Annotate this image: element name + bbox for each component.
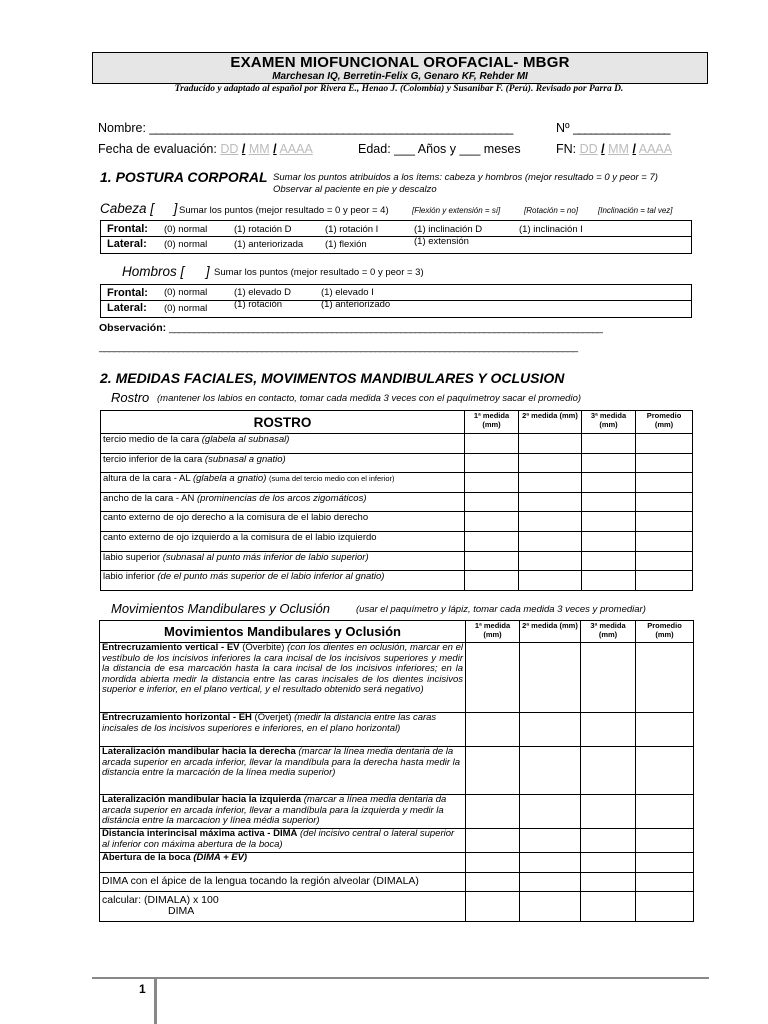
row-label (101, 551, 465, 571)
observacion-field-2[interactable]: _________________________________________________________________________________________________ (99, 341, 578, 353)
row-subtitle: (Overbite) (242, 642, 285, 653)
table-row (100, 643, 694, 713)
row-desc: (marcar a línea media dentaria da arcada superior en arcada inferior, llevar a mandíbula para la izquierda y medir la distáncia entre la marcacion y línea média superior) (102, 794, 447, 827)
divider (100, 300, 692, 301)
cabeza-instruction: Sumar los puntos (mejor resultado = 0 y peor = 4) (179, 205, 389, 216)
measure-cell[interactable] (519, 492, 582, 512)
table-row (100, 795, 694, 829)
movimientos-table (99, 620, 694, 922)
row-label (100, 873, 466, 892)
date-separator: / (632, 142, 636, 156)
option-hombros-elevado-d[interactable]: (1) elevado D (234, 287, 292, 298)
measure-cell[interactable] (581, 853, 636, 873)
measure-cell[interactable] (581, 643, 636, 713)
row-main: labio inferior (103, 571, 155, 583)
option-cabeza-rotacion-i[interactable]: (1) rotación I (325, 224, 379, 235)
row-desc: (del incisivo central o lateral superior al inferior con máxima abertura de la boca) (102, 828, 455, 850)
row-main: tercio medio de la cara (103, 434, 200, 445)
nombre-field[interactable]: ______________________________________________________________ (149, 121, 513, 135)
row-subtitle: (Overjet) (254, 712, 292, 723)
fecha-aaaa[interactable]: AAAA (279, 142, 313, 156)
footer-rule (92, 977, 709, 979)
row-main: canto externo de ojo derecho a la comisura de el labio derecho (103, 512, 369, 524)
average-cell[interactable] (636, 473, 693, 493)
postura-instruction: Sumar los puntos atribuidos a los ítems: cabeza y hombros (mejor resultado = 0 y peor = 7) (273, 172, 658, 183)
option-cabeza-flexion[interactable]: (1) flexión (325, 239, 367, 250)
cabeza-label: Cabeza [ (100, 201, 155, 216)
measure-cell[interactable] (581, 829, 636, 853)
option-cabeza-extension[interactable]: (1) extensión (414, 236, 469, 247)
row-label (101, 531, 465, 551)
option-cabeza-rotacion-d[interactable]: (1) rotación D (234, 224, 292, 235)
table-row (100, 829, 694, 853)
row-label (100, 795, 466, 829)
numero-row[interactable] (556, 121, 669, 135)
measure-cell[interactable] (465, 531, 519, 551)
row-main: ancho de la cara - AN (103, 492, 195, 504)
row-desc: (glabela al subnasal) (201, 434, 290, 445)
average-cell[interactable] (636, 829, 694, 853)
row-note: (suma del tercio medio con el inferior) (269, 474, 395, 484)
measure-cell[interactable] (520, 892, 581, 922)
average-cell[interactable] (636, 853, 694, 873)
fecha-label: Fecha de evaluación: (98, 142, 217, 156)
row-desc: (de el punto más superior de el labio inferior al gnatio) (157, 571, 385, 583)
hombros-instruction: Sumar los puntos (mejor resultado = 0 y peor = 3) (214, 267, 424, 278)
measure-cell[interactable] (465, 434, 519, 454)
row-desc: (con los dientes en oclusión, marcar en el vestíbulo de los incisivos inferiores la cara incisal de los incisivos superiores y medir la distancia de esa marcación hasta la cara incisal de los incisivos inferiores; en la mordida abierta medir la distancia entre las caras incisales de los dientes incisivos superior e inferior, en el plano vertical, y el resultado obtenido será negativo) (102, 642, 463, 696)
measure-cell[interactable] (582, 531, 636, 551)
row-label (101, 453, 465, 473)
measure-cell[interactable] (582, 473, 636, 493)
measure-cell[interactable] (466, 713, 520, 747)
row-title: Entrecruzamiento vertical - EV (102, 642, 240, 653)
row-label (100, 892, 466, 922)
rostro-instruction: (mantener los labios en contacto, tomar cada medida 3 veces con el paquímetroy sacar el promedio) (157, 393, 582, 404)
average-cell[interactable] (636, 747, 694, 795)
measure-cell[interactable] (519, 512, 582, 532)
measure-cell[interactable] (519, 453, 582, 473)
fn-aaaa[interactable]: AAAA (638, 142, 673, 156)
row-label (101, 492, 465, 512)
average-cell[interactable] (636, 892, 694, 922)
average-cell[interactable] (636, 571, 693, 591)
average-cell[interactable] (636, 873, 694, 892)
measure-cell[interactable] (582, 551, 636, 571)
cabeza-close: ] (173, 201, 178, 216)
hombros-close: ] (205, 264, 210, 279)
measure-cell[interactable] (582, 512, 636, 532)
fn-row[interactable] (556, 142, 672, 156)
table-row (101, 571, 693, 591)
measure-cell[interactable] (466, 873, 520, 892)
row-title: Lateralización mandibular hacia la derecha (102, 746, 296, 757)
table-row (101, 551, 693, 571)
row-main: labio superior (103, 551, 161, 563)
col-header-medida-1: 1ª medida (mm) (465, 411, 519, 434)
measure-cell[interactable] (466, 747, 520, 795)
row-main: altura de la cara - AL (103, 473, 191, 485)
cabeza-score[interactable] (100, 201, 177, 216)
col-header-medida-1: 1ª medida (mm) (466, 621, 520, 643)
col-header-medida-3: 3ª medida (mm) (581, 621, 636, 643)
edad-row[interactable] (358, 142, 521, 156)
rostro-table (100, 410, 693, 591)
measure-cell[interactable] (465, 492, 519, 512)
measure-cell[interactable] (520, 829, 581, 853)
row-desc: (glabela a gnatio) (192, 473, 267, 485)
cabeza-note: [Rotación = no] (524, 206, 579, 215)
row-label (101, 512, 465, 532)
table-row (100, 892, 694, 922)
table-row (101, 473, 693, 493)
row-title: Lateralización mandibular hacia la izquierda (102, 794, 302, 805)
measure-cell[interactable] (466, 795, 520, 829)
movimientos-table-title: Movimientos Mandibulares y Oclusión (100, 621, 466, 643)
row-title: Entrecruzamiento horizontal - EH (102, 712, 252, 723)
measure-cell[interactable] (581, 873, 636, 892)
numero-field[interactable]: _________________ (573, 121, 670, 135)
row-desc: (subnasal al punto más inferior de labio superior) (162, 551, 369, 563)
row-desc: (prominencias de los arcos zigomáticos) (197, 492, 367, 504)
col-header-medida-3: 3ª medida (mm) (582, 411, 636, 434)
measure-cell[interactable] (520, 747, 581, 795)
measure-cell[interactable] (581, 892, 636, 922)
cabeza-note: [Inclinación = tal vez] (598, 206, 673, 215)
option-cabeza-lateral-normal[interactable]: (0) normal (164, 239, 208, 250)
table-row (100, 853, 694, 873)
fn-dd[interactable]: DD (579, 142, 598, 156)
average-cell[interactable] (636, 453, 693, 473)
rostro-table-title: ROSTRO (101, 411, 465, 434)
average-cell[interactable] (636, 713, 694, 747)
formula-numerator: calcular: (DIMALA) x 100 (102, 894, 219, 906)
table-row (100, 713, 694, 747)
option-hombros-frontal-normal[interactable]: (0) normal (164, 287, 208, 298)
cabeza-frontal-label: Frontal: (107, 223, 148, 235)
measure-cell[interactable] (520, 713, 581, 747)
option-hombros-rotacion[interactable]: (1) rotación (234, 299, 283, 310)
translation-note: Traducido y adaptado al español por Rivera E., Henao J. (Colombia) y Susanibar F. (Perú). Revisado por Parra D. (174, 84, 624, 94)
measure-cell[interactable] (519, 551, 582, 571)
measure-cell[interactable] (582, 453, 636, 473)
date-separator: / (241, 142, 246, 156)
cabeza-note: [Flexión y extensión = sí] (412, 206, 501, 215)
page-number: 1 (139, 982, 146, 996)
section-medidas-title: 2. MEDIDAS FACIALES, MOVIMENTOS MANDIBULARES Y OCLUSION (100, 370, 565, 386)
fecha-dd[interactable]: DD (220, 142, 239, 156)
measure-cell[interactable] (581, 747, 636, 795)
row-label (100, 713, 466, 747)
average-cell[interactable] (636, 434, 693, 454)
row-label (101, 473, 465, 493)
cabeza-lateral-label: Lateral: (107, 238, 147, 250)
measure-cell[interactable] (466, 853, 520, 873)
hombros-lateral-label: Lateral: (107, 302, 147, 314)
measure-cell[interactable] (520, 873, 581, 892)
date-separator: / (601, 142, 605, 156)
measure-cell[interactable] (466, 829, 520, 853)
rostro-label: Rostro (111, 390, 150, 405)
measure-cell[interactable] (519, 571, 582, 591)
row-label (100, 643, 466, 713)
col-header-medida-2: 2ª medida (mm) (520, 621, 581, 643)
option-hombros-elevado-i[interactable]: (1) elevado I (321, 287, 374, 298)
fn-label: FN: (556, 142, 577, 156)
observacion-row[interactable] (99, 322, 602, 334)
row-label (100, 747, 466, 795)
row-desc: (DIMA + EV) (193, 852, 248, 863)
row-label (100, 829, 466, 853)
measure-cell[interactable] (465, 473, 519, 493)
document-authors: Marchesan IQ, Berretin-Felix G, Genaro KF, Rehder MI (272, 71, 528, 82)
measure-cell[interactable] (582, 571, 636, 591)
average-cell[interactable] (636, 551, 693, 571)
row-label (101, 571, 465, 591)
row-desc: (marcar la línea media dentaria de la arcada superior en arcada inferior, llevar la mandíbula para la derecha hasta medir la distancia entre la marcación de la línea media superior) (102, 746, 461, 779)
header-box (92, 52, 708, 84)
row-main: canto externo de ojo izquierdo a la comisura de el labio izquierdo (103, 531, 377, 543)
formula-denominator: DIMA (168, 904, 195, 917)
row-desc: (medir la distancia entre las caras incisales de los incisivos superiores e inferiores, en el plano horizontal) (102, 712, 437, 734)
measure-cell[interactable] (466, 892, 520, 922)
option-cabeza-inclinacion-d[interactable]: (1) inclinación D (414, 224, 483, 235)
col-header-promedio: Promedio (mm) (636, 411, 693, 434)
section-postura-title: 1. POSTURA CORPORAL (100, 169, 268, 185)
measure-cell[interactable] (582, 434, 636, 454)
measure-cell[interactable] (519, 531, 582, 551)
postura-instruction-2: Observar al paciente en pie y descalzo (273, 184, 437, 195)
numero-label: Nº (556, 121, 570, 135)
measure-cell[interactable] (581, 795, 636, 829)
table-row (101, 453, 693, 473)
row-title: Abertura de la boca (102, 852, 191, 863)
row-main: tercio inferior de la cara (103, 453, 203, 465)
table-row (101, 531, 693, 551)
table-row (100, 873, 694, 892)
edad-field[interactable]: Edad: ___ Años y ___ meses (358, 142, 521, 156)
measure-cell[interactable] (465, 453, 519, 473)
date-separator: / (273, 142, 277, 156)
option-cabeza-anteriorizada[interactable]: (1) anteriorizada (234, 239, 304, 250)
hombros-label: Hombros [ (122, 264, 185, 279)
fecha-row[interactable] (98, 142, 313, 156)
hombros-frontal-label: Frontal: (107, 287, 148, 299)
measure-cell[interactable] (520, 853, 581, 873)
measure-cell[interactable] (466, 643, 520, 713)
average-cell[interactable] (636, 531, 693, 551)
table-row (100, 747, 694, 795)
measure-cell[interactable] (520, 643, 581, 713)
movimientos-instruction: (usar el paquímetro y lápiz, tomar cada medida 3 veces y promediar) (356, 604, 646, 615)
measure-cell[interactable] (465, 512, 519, 532)
movimientos-label: Movimientos Mandibulares y Oclusión (111, 601, 330, 616)
option-hombros-anteriorizado[interactable]: (1) anteriorizado (321, 299, 391, 310)
average-cell[interactable] (636, 512, 693, 532)
table-row (101, 492, 693, 512)
measure-cell[interactable] (465, 551, 519, 571)
row-label (101, 434, 465, 454)
table-row (101, 512, 693, 532)
col-header-medida-2: 2ª medida (mm) (519, 411, 582, 434)
fecha-mm[interactable]: MM (248, 142, 270, 156)
table-row (101, 434, 693, 454)
average-cell[interactable] (636, 492, 693, 512)
option-cabeza-inclinacion-i[interactable]: (1) inclinación I (519, 224, 583, 235)
hombros-score[interactable] (122, 264, 210, 279)
footer-divider (154, 978, 157, 1024)
nombre-row[interactable] (98, 121, 512, 135)
measure-cell[interactable] (519, 473, 582, 493)
divider (100, 236, 692, 237)
measure-cell[interactable] (519, 434, 582, 454)
measure-cell[interactable] (520, 795, 581, 829)
nombre-label: Nombre: (98, 121, 146, 135)
document-title: EXAMEN MIOFUNCIONAL OROFACIAL- MBGR (230, 54, 570, 71)
average-cell[interactable] (636, 643, 694, 713)
row-title: Distancia interincisal máxima activa - DIMA (102, 828, 298, 839)
row-desc: (subnasal a gnatio) (204, 453, 286, 465)
col-header-promedio: Promedio (mm) (636, 621, 694, 643)
fn-mm[interactable]: MM (608, 142, 629, 156)
row-label (100, 853, 466, 873)
measure-cell[interactable] (465, 571, 519, 591)
option-hombros-lateral-normal[interactable]: (0) normal (164, 303, 208, 314)
row-subtitle: DIMA con el ápice de la lengua tocando la región alveolar (DIMALA) (102, 875, 419, 887)
measure-cell[interactable] (581, 713, 636, 747)
option-cabeza-frontal-normal[interactable]: (0) normal (164, 224, 208, 235)
measure-cell[interactable] (582, 492, 636, 512)
observacion-label: Observación: (99, 322, 167, 334)
average-cell[interactable] (636, 795, 694, 829)
observacion-field[interactable]: ________________________________________________________________________________________ (169, 322, 602, 334)
